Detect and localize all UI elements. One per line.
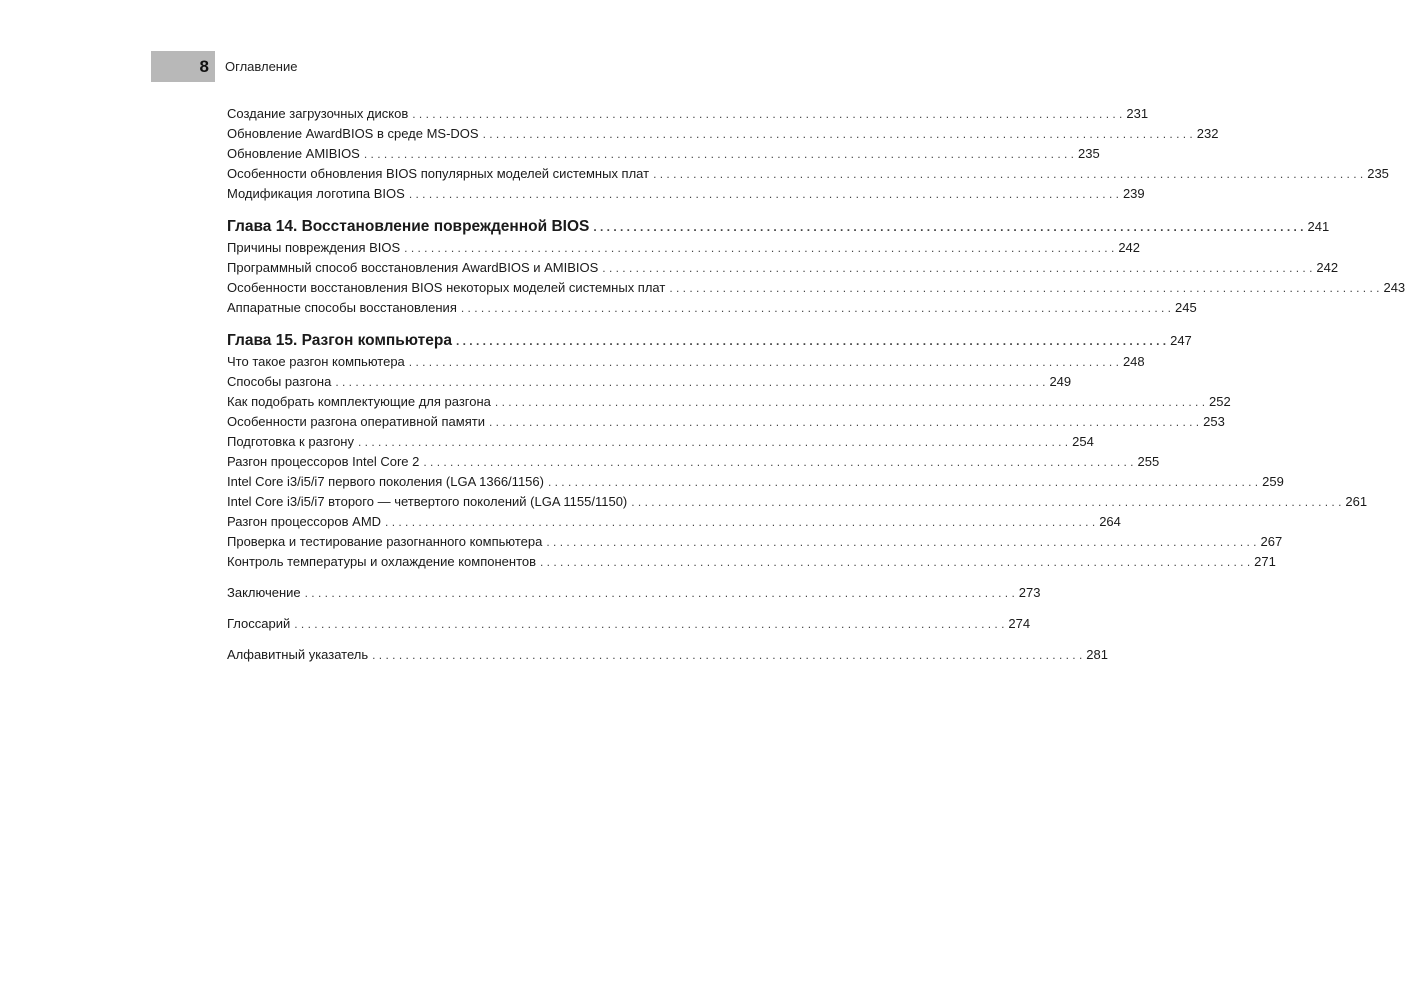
toc-entry[interactable] — [227, 164, 1389, 184]
leader-dots — [305, 583, 1015, 603]
toc-entry[interactable] — [227, 104, 1149, 124]
spacer — [227, 318, 777, 330]
leader-dots — [456, 330, 1166, 352]
toc-entry-page: 243 — [1383, 280, 1405, 295]
toc-chapter-15[interactable] — [227, 330, 1192, 352]
toc-entry-title: Причины повреждения BIOS — [227, 240, 401, 255]
toc-entry-title: Intel Core i3/i5/i7 первого поколения (LGA 1366/1156) — [227, 474, 544, 489]
spacer — [227, 603, 777, 614]
toc-entry-page: 239 — [1122, 186, 1145, 201]
leader-dots — [653, 164, 1363, 184]
leader-dots — [593, 216, 1303, 238]
toc-entry-title: Разгон процессоров Intel Core 2 — [227, 454, 420, 469]
page-header — [151, 51, 297, 82]
leader-dots — [540, 552, 1250, 572]
toc-entry-title: Программный способ восстановления AwardBIOS и AMIBIOS — [227, 260, 599, 275]
toc-entry[interactable] — [227, 552, 1276, 572]
toc-entry-page: 252 — [1209, 394, 1231, 409]
toc-entry-page: 273 — [1018, 585, 1041, 600]
toc-entry-title: Особенности разгона оперативной памяти — [227, 414, 485, 429]
toc-entry-title: Глоссарий — [227, 616, 291, 631]
leader-dots — [548, 472, 1258, 492]
toc-entry[interactable] — [227, 492, 1368, 512]
toc-entry-page: 248 — [1122, 354, 1145, 369]
toc-entry-title: Как подобрать комплектующие для разгона — [227, 394, 491, 409]
toc-entry[interactable] — [227, 258, 1339, 278]
leader-dots — [602, 258, 1312, 278]
leader-dots — [546, 532, 1256, 552]
toc-entry-title: Подготовка к разгону — [227, 434, 354, 449]
toc-entry-page: 235 — [1367, 166, 1389, 181]
toc-entry-index[interactable] — [227, 645, 1108, 665]
toc-entry-conclusion[interactable] — [227, 583, 1041, 603]
toc-entry[interactable] — [227, 352, 1145, 372]
toc-chapter-14[interactable] — [227, 216, 1330, 238]
leader-dots — [412, 104, 1122, 124]
toc-entry[interactable] — [227, 512, 1121, 532]
toc-entry-title: Аппаратные способы восстановления — [227, 300, 457, 315]
toc-entry-title: Заключение — [227, 585, 301, 600]
toc-entry-page: 235 — [1078, 146, 1100, 161]
leader-dots — [372, 645, 1082, 665]
leader-dots — [423, 452, 1133, 472]
leader-dots — [335, 372, 1045, 392]
toc-entry-title: Что такое разгон компьютера — [227, 354, 405, 369]
leader-dots — [461, 298, 1171, 318]
toc-entry-title: Особенности восстановления BIOS некоторых моделей системных плат — [227, 280, 666, 295]
toc-entry-title: Обновление AMIBIOS — [227, 146, 360, 161]
toc-entry-page: 259 — [1262, 474, 1284, 489]
toc-entry-page: 255 — [1137, 454, 1160, 469]
toc-entry-page: 242 — [1118, 240, 1141, 255]
toc-entry[interactable] — [227, 372, 1072, 392]
chapter-page: 247 — [1170, 333, 1192, 348]
toc-entry[interactable] — [227, 278, 1405, 298]
leader-dots — [489, 412, 1199, 432]
toc-entry-title: Способы разгона — [227, 374, 332, 389]
toc-entry[interactable] — [227, 144, 1100, 164]
leader-dots — [364, 144, 1074, 164]
toc-entry[interactable] — [227, 124, 1219, 144]
toc-entry-page: 232 — [1196, 126, 1219, 141]
toc-entry-title: Проверка и тестирование разогнанного компьютера — [227, 534, 543, 549]
toc-entry-page: 253 — [1203, 414, 1225, 429]
toc-entry[interactable] — [227, 432, 1094, 452]
toc-entry-page: 281 — [1086, 647, 1108, 662]
toc-entry-title: Intel Core i3/i5/i7 второго — четвертого поколений (LGA 1155/1150) — [227, 494, 628, 509]
chapter-title: Глава 15. Разгон компьютера — [227, 332, 452, 349]
spacer — [227, 204, 777, 216]
toc-entry-title: Обновление AwardBIOS в среде MS-DOS — [227, 126, 479, 141]
toc-entry[interactable] — [227, 298, 1197, 318]
toc-entry-title: Контроль температуры и охлаждение компонентов — [227, 554, 537, 569]
toc-entry-page: 271 — [1254, 554, 1276, 569]
leader-dots — [385, 512, 1095, 532]
toc-entry-title: Разгон процессоров AMD — [227, 514, 382, 529]
toc-entry-page: 264 — [1099, 514, 1121, 529]
toc-entry-page: 261 — [1345, 494, 1368, 509]
leader-dots — [358, 432, 1068, 452]
leader-dots — [631, 492, 1341, 512]
leader-dots — [669, 278, 1379, 298]
toc-entry-glossary[interactable] — [227, 614, 1031, 634]
toc-entry-page: 231 — [1126, 106, 1149, 121]
toc-entry[interactable] — [227, 452, 1160, 472]
toc-entry[interactable] — [227, 412, 1225, 432]
toc-entry-page: 254 — [1072, 434, 1094, 449]
table-of-contents — [227, 104, 1405, 665]
spacer — [227, 634, 777, 645]
spacer — [227, 572, 777, 583]
toc-entry-title: Модификация логотипа BIOS — [227, 186, 405, 201]
toc-entry-title: Особенности обновления BIOS популярных моделей системных плат — [227, 166, 650, 181]
leader-dots — [495, 392, 1205, 412]
chapter-page: 241 — [1307, 219, 1330, 234]
toc-entry[interactable] — [227, 392, 1231, 412]
leader-dots — [409, 352, 1119, 372]
toc-entry-page: 274 — [1008, 616, 1031, 631]
toc-entry[interactable] — [227, 472, 1284, 492]
toc-entry-page: 267 — [1260, 534, 1283, 549]
toc-entry[interactable] — [227, 238, 1141, 258]
toc-entry-title: Алфавитный указатель — [227, 647, 369, 662]
leader-dots — [409, 184, 1119, 204]
toc-entry-page: 249 — [1049, 374, 1072, 389]
toc-entry[interactable] — [227, 532, 1283, 552]
leader-dots — [404, 238, 1114, 258]
toc-entry-title: Создание загрузочных дисков — [227, 106, 409, 121]
leader-dots — [294, 614, 1004, 634]
toc-entry[interactable] — [227, 184, 1145, 204]
toc-entry-page: 245 — [1175, 300, 1197, 315]
leader-dots — [483, 124, 1193, 144]
chapter-title: Глава 14. Восстановление поврежденной BIOS — [227, 218, 590, 235]
section-title: Оглавление — [225, 59, 298, 74]
page-number: 8 — [151, 51, 215, 82]
toc-entry-page: 242 — [1316, 260, 1339, 275]
